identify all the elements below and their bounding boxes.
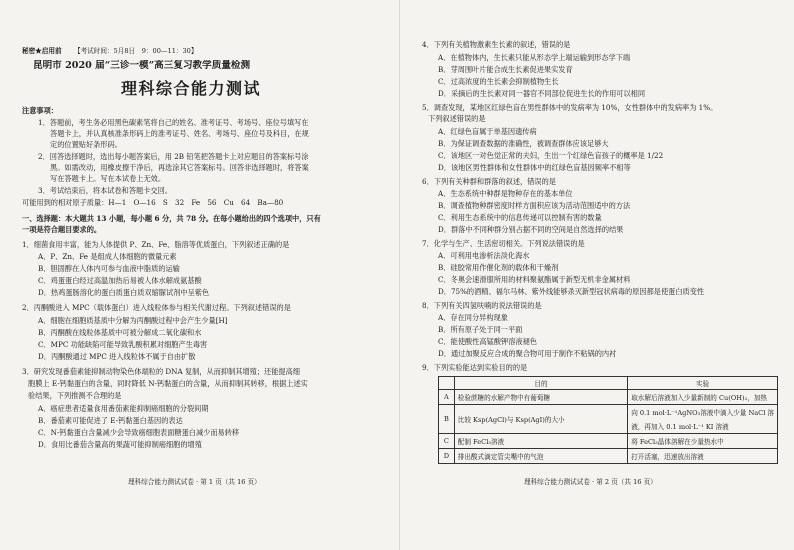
section-heading: 一项是符合题目要求的。 [22,225,102,234]
q1-option: B．胆固醇在人体内可参与血液中脂质的运输 [38,264,180,273]
q2-option: D．丙酮酸通过 MPC 进入线粒体不属于自由扩散 [38,352,196,361]
table-row [439,434,778,449]
q5-option: D．该地区男性群体和女性群体中的红绿色盲基因频率不相等 [438,163,631,172]
q3-option: D．食用比番茄含量高的果蔬可能抑制癌细胞的增殖 [38,440,202,449]
q1-option: A．P、Zn、Fe 是组成人体细胞的微量元素 [38,252,177,261]
q1-stem: 1．细菌食用丰富，能为人体提供 P、Zn、Fe、脂溶等优质蛋白，下列叙述正确的是 [22,240,290,249]
q6-option: B．调查植物种群密度时样方面积应该为活动范围适中的方法 [438,201,631,210]
notice-line: 定的位置贴好条形码。 [50,140,122,149]
q2-option: B．丙酮酸在线粒体基质中可被分解成二氧化碳和水 [38,328,202,337]
q5-option: A．红绿色盲属于单基因遗传病 [438,127,537,136]
table-header-cell: 实验 [628,377,778,390]
exam-time: 【考试时间：5月8日 9：00—11：30】 [74,47,198,55]
q8-option: C．能使酸性高锰酸钾溶液褪色 [438,337,537,346]
q8-option: A．存在同分异构现象 [438,313,508,322]
subject-title: 理科综合能力测试 [121,79,262,98]
table-cell: D [439,449,455,464]
q7-option: D．75%的酒精、福尔马林、紫外线能够杀灭新型冠状病毒的原因都是使蛋白质变性 [438,287,705,296]
table-cell: 排出酸式滴定管尖嘴中的气泡 [454,449,627,464]
q5-stem: 下列叙述错误的是 [428,114,486,123]
table-cell: 液，再加入 0.1 mol·L⁻¹ KI 溶液 [628,419,778,434]
notice-line: 黑。如需改动，用橡皮擦干净后，再选涂其它答案标号。回答非选择题时，将答案 [50,163,309,172]
table-header-row [439,377,778,390]
atomic-mass: 可能用到的相对原子质量：H—1 O—16 S 32 Fe 56 Cu 64 Ba—80 [22,198,284,207]
table-header-cell [439,377,455,390]
q7-option: C．冬奥会速滑服所用的材料聚氨酯属于新型无机非金属材料 [438,275,631,284]
q5-option: C．该地区一对色觉正常的夫妇，生出一个红绿色盲孩子的概率是 1/22 [438,151,664,160]
table-cell: B [439,405,455,434]
q8-option: B．所有原子处于同一平面 [438,325,523,334]
experiment-table [438,376,778,464]
table-row [439,405,778,420]
q9-stem: 9．下列实验能达到实验目的的是 [422,363,528,372]
notice-line: 写在答题卡上。写在本试卷上无效。 [50,174,166,183]
notice-line: 2．回答选择题时，选出每小题答案后，用 2B 铅笔把答题卡上对应题目的答案标号涂 [38,152,309,161]
q7-option: A．可利用电渗析法淡化海水 [438,251,530,260]
q4-stem: 4．下列有关植物激素生长素的叙述，错误的是 [422,40,571,49]
q3-stem: 胞膜上 E-钙黏蛋白的含量，同时降低 N-钙黏蛋白的含量，从而抑制其转移，根据上述实 [28,379,308,388]
table-cell: 向 0.1 mol·L⁻¹AgNO₃溶液中滴入少量 NaCl 溶 [628,405,778,420]
section-heading: 一、选择题：本大题共 13 小题，每小题 6 分，共 78 分。在每小题给出的四个选项中，只有 [22,214,321,223]
q4-option: C．过高浓度的生长素会抑制植物生长 [438,77,559,86]
exam-title: 昆明市 2020 届“三诊一模”高三复习教学质量检测 [33,60,251,71]
page-footer: 理科综合能力测试试卷 · 第 1 页（共 16 页） [128,478,261,486]
table-cell: C [439,434,455,449]
q1-option: C．鸡蛋蛋白经过高温加热后易被人体水解成氨基酸 [38,276,202,285]
table-row [439,449,778,464]
notice-title: 注意事项： [22,106,58,115]
q6-option: A．生态系统中种群是物种存在的基本单位 [438,189,573,198]
q7-stem: 7．化学与生产、生活密切相关。下列说法错误的是 [422,239,585,248]
table-cell: 检验蔗糖的水解产物中有葡萄糖 [454,390,627,405]
table-header-cell: 目的 [454,377,627,390]
table-cell: 配制 FeCl₃溶液 [454,434,627,449]
notice-line: 1．答题前，考生务必用黑色碳素笔将自己的姓名、准考证号、考场号、座位号填写在 [38,118,309,127]
q1-option: D．热鸡蛋肠溶化的蛋白质蛋白质双缩脲试剂中呈紫色 [38,288,210,297]
q6-option: D．群落中不同种群分别占据不同的空间是自然选择的结果 [438,225,624,234]
q2-option: A．细胞在细胞质基质中分解为丙酮酸过程中会产生少量[H] [38,316,228,325]
q8-option: D．通过加聚反应合成的聚合物可用于制作不粘锅的内衬 [438,349,617,358]
q3-option: A．癌症患者适量食用番茄素能抑制癌细胞的分裂间期 [38,404,209,413]
secret-label: 秘密★启用前 [22,47,62,55]
q6-option: C．利用生态系统中的信息传递可以控制有害的数量 [438,213,602,222]
q3-option: C．N-钙黏蛋白含量减少会导致癌细胞表面糖蛋白减少而易转移 [38,428,240,437]
q4-option: A．在植物体内，生长素只能从形态学上端运输到形态学下端 [438,53,631,62]
q3-stem: 3．研究发现番茄素能抑制动物染色体端粒的 DNA 复制，从而抑制其增殖；还能提高细 [22,367,300,376]
q6-stem: 6．下列有关种群和群落的叙述，错误的是 [422,177,556,186]
notice-line: 答题卡上，并认真核准条形码上的准考证号、姓名、考场号、座位号及科目，在规 [50,129,309,138]
q4-option: B．芽周围叶片能合成生长素促进果实发育 [438,65,573,74]
right-page [400,0,794,550]
q7-option: B．硅胶常用作催化剂的载体和干燥剂 [438,263,559,272]
q2-stem: 2．丙酮酸进入 MPC（载体蛋白）进入线粒体参与相关代谢过程。下列叙述错误的是 [22,303,291,312]
notice-line: 3．考试结束后，将本试卷和答题卡交回。 [38,186,172,195]
q4-option: D．采摘后的生长素对同一器官不同部位促进生长的作用可以相同 [438,89,646,98]
table-row [439,390,778,405]
table-cell: 打开活塞，迅速放出溶液 [628,449,778,464]
table-cell: 将 FeCl₃晶体溶解在少量热水中 [628,434,778,449]
q3-option: B．番茄素可能促进了 E-钙黏蛋白基因的表达 [38,416,183,425]
table-cell: 比较 Ksp(AgCl)与 Ksp(AgI)的大小 [454,405,627,434]
table-cell: 取水解后溶液加入少量新制的 Cu(OH)₂，加热 [628,390,778,405]
q3-stem: 验结果，下列推测不合理的是 [28,391,122,400]
q8-stem: 8．下列有关四氢呋喃的说法错误的是 [422,301,542,310]
page-footer: 理科综合能力测试试卷 · 第 2 页（共 16 页） [524,478,657,486]
q5-stem: 5．调查发现，某地区红绿色盲在男性群体中的发病率为 10%，女性群体中的发病率为 1%。 [422,103,718,112]
q2-option: C．MPC 功能缺陷可能导致乳酸积累对细胞产生毒害 [38,340,208,349]
q5-option: B．为保证调查数据的准确性，被调查群体应该足够大 [438,139,609,148]
table-cell: A [439,390,455,405]
